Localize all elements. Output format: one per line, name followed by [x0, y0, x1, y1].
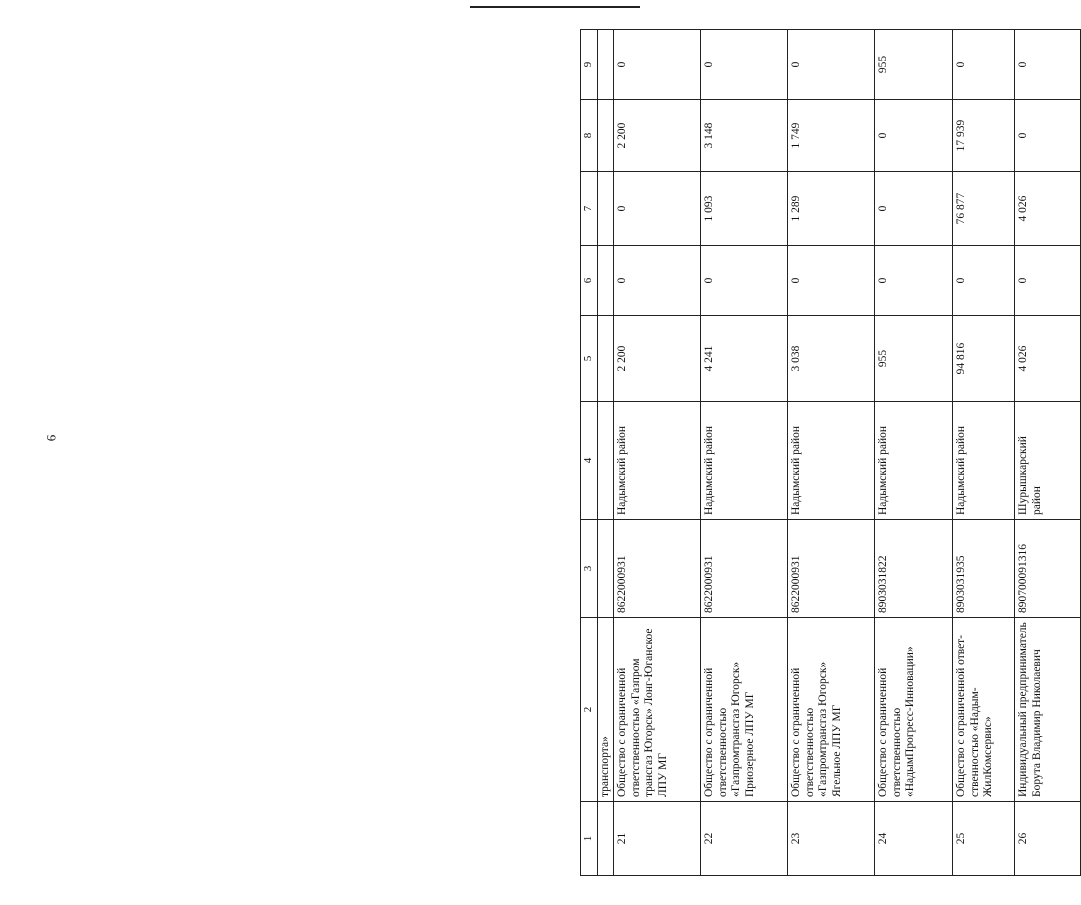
inn: 8903031935 — [953, 520, 1015, 618]
value-col6: 0 — [875, 246, 953, 316]
table-cell — [597, 246, 614, 316]
value-col8: 3 148 — [701, 100, 788, 172]
value-col5: 955 — [875, 316, 953, 402]
organization-name: Общество с ограниченной ответственностью «Газпромтрансгаз Югорск» Ягельное ЛПУ МГ — [788, 618, 875, 802]
value-col7: 76 877 — [953, 172, 1015, 246]
row-number: 25 — [953, 802, 1015, 876]
table-cell — [597, 402, 614, 520]
value-col9: 955 — [875, 30, 953, 100]
table-cell — [597, 172, 614, 246]
organization-name: Общество с ограниченной ответственностью «НадымПрогресс-Инновации» — [875, 618, 953, 802]
page-number: 6 — [43, 434, 59, 442]
row-number: 22 — [701, 802, 788, 876]
district: Надымский район — [701, 402, 788, 520]
column-number-row — [581, 30, 598, 876]
col-header: 4 — [581, 402, 598, 520]
value-col5: 3 038 — [788, 316, 875, 402]
col-header: 6 — [581, 246, 598, 316]
value-col8: 2 200 — [614, 100, 701, 172]
value-col7: 0 — [614, 172, 701, 246]
value-col8: 0 — [1015, 100, 1081, 172]
inn: 8622000931 — [701, 520, 788, 618]
value-col7: 1 289 — [788, 172, 875, 246]
table-row — [701, 30, 788, 876]
district: Надымский район — [875, 402, 953, 520]
district: Шурышкарский район — [1015, 402, 1081, 520]
value-col6: 0 — [701, 246, 788, 316]
table-cell — [597, 100, 614, 172]
value-col7: 0 — [875, 172, 953, 246]
col-header: 8 — [581, 100, 598, 172]
inn: 890700091316 — [1015, 520, 1081, 618]
value-col9: 0 — [614, 30, 701, 100]
value-col6: 0 — [953, 246, 1015, 316]
rotated-table-sheet — [580, 30, 1076, 876]
value-col5: 94 816 — [953, 316, 1015, 402]
table-cell — [597, 316, 614, 402]
table-cell — [597, 30, 614, 100]
table-cell — [597, 520, 614, 618]
value-col9: 0 — [701, 30, 788, 100]
table-row — [1015, 30, 1081, 876]
value-col6: 0 — [788, 246, 875, 316]
value-col5: 4 241 — [701, 316, 788, 402]
table-row — [614, 30, 701, 876]
col-header: 7 — [581, 172, 598, 246]
value-col9: 0 — [1015, 30, 1081, 100]
data-table — [580, 29, 1081, 876]
inn: 8622000931 — [788, 520, 875, 618]
value-col8: 17 939 — [953, 100, 1015, 172]
organization-name: Общество с ограниченной ответ-ственностью «Надым-ЖилКомсервис» — [953, 618, 1015, 802]
top-rule — [470, 6, 640, 8]
value-col7: 1 093 — [701, 172, 788, 246]
col-header: 3 — [581, 520, 598, 618]
organization-name: Общество с ограниченной ответственностью «Газпромтрансгаз Югорск» Приозерное ЛПУ МГ — [701, 618, 788, 802]
table-row — [788, 30, 875, 876]
row-number: 24 — [875, 802, 953, 876]
col-header: 2 — [581, 618, 598, 802]
row-number: 26 — [1015, 802, 1081, 876]
table-row — [953, 30, 1015, 876]
col-header: 1 — [581, 802, 598, 876]
value-col8: 0 — [875, 100, 953, 172]
row-number: 21 — [614, 802, 701, 876]
value-col6: 0 — [1015, 246, 1081, 316]
district: Надымский район — [614, 402, 701, 520]
inn: 8903031822 — [875, 520, 953, 618]
value-col9: 0 — [953, 30, 1015, 100]
table-row — [875, 30, 953, 876]
value-col9: 0 — [788, 30, 875, 100]
continuation-row — [597, 30, 614, 876]
district: Надымский район — [788, 402, 875, 520]
value-col6: 0 — [614, 246, 701, 316]
inn: 8622000931 — [614, 520, 701, 618]
district: Надымский район — [953, 402, 1015, 520]
row-number: 23 — [788, 802, 875, 876]
value-col5: 2 200 — [614, 316, 701, 402]
value-col5: 4 026 — [1015, 316, 1081, 402]
col-header: 5 — [581, 316, 598, 402]
organization-name: Общество с ограниченной ответственностью «Газпром трансгаз Югорск» Лонг-Юганское ЛПУ МГ — [614, 618, 701, 802]
continuation-text: транспорта» — [597, 618, 614, 802]
value-col8: 1 749 — [788, 100, 875, 172]
table-cell — [597, 802, 614, 876]
col-header: 9 — [581, 30, 598, 100]
organization-name: Индивидуальный предприниматель Борута Владимир Николаевич — [1015, 618, 1081, 802]
value-col7: 4 026 — [1015, 172, 1081, 246]
